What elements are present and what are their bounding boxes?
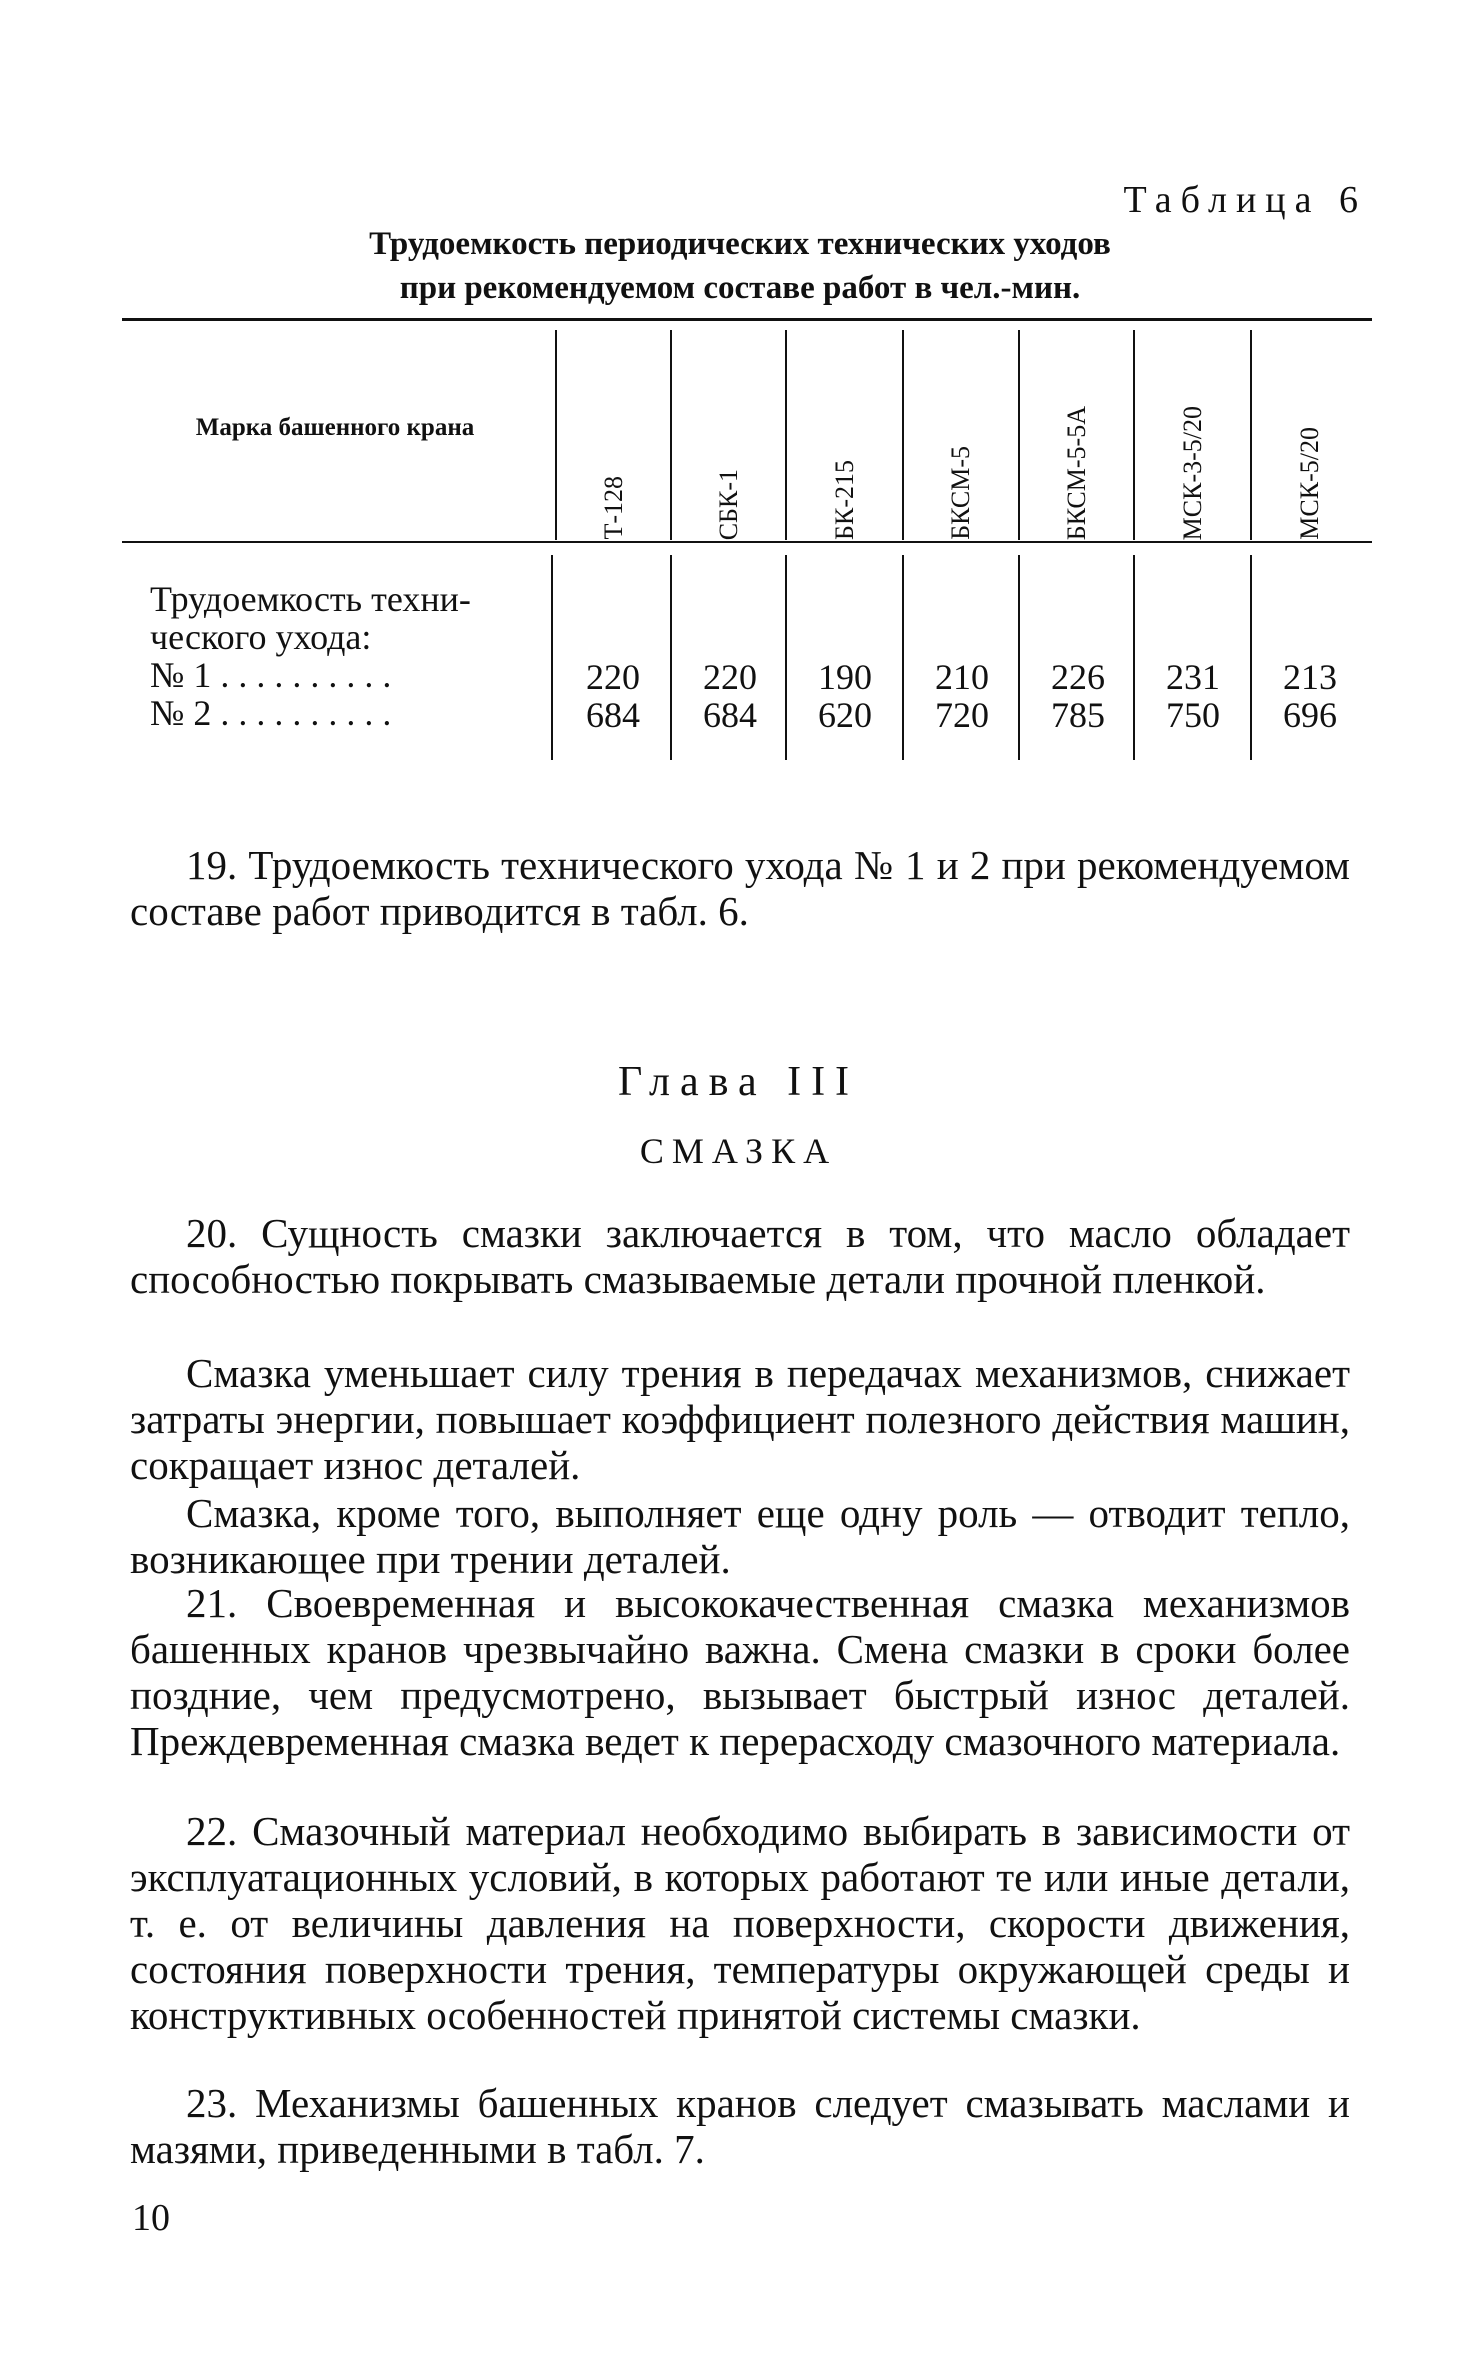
column-header-text: Т-128 xyxy=(598,476,628,540)
table-cell: 226 xyxy=(1051,657,1105,697)
column-header-text: МСК-5/20 xyxy=(1294,427,1324,540)
section-title: СМАЗКА xyxy=(639,1131,838,1171)
column-header xyxy=(1135,320,1250,540)
column-header xyxy=(1020,320,1133,540)
table-row-label: № 2 . . . . . . . . . . xyxy=(150,693,392,733)
table-cell: 696 xyxy=(1283,695,1337,735)
paragraph-20b: Смазка уменьшает силу трения в передачах механизмов, снижает затраты энергии, повышает коэффициент полезного действия машин, сокращает износ деталей. xyxy=(130,1350,1350,1488)
table-cell: 213 xyxy=(1283,657,1337,697)
paragraph-19: 19. Трудоемкость технического ухода № 1 и 2 при рекомендуемом составе работ приводится в табл. 6. xyxy=(130,842,1350,934)
column-header xyxy=(1252,320,1367,540)
paragraph-21: 21. Своевременная и высококачественная смазка механизмов башенных кранов чрезвычайно важна. Смена смазки в сроки более поздние, чем предусмотрено, вызывает быстрый износ деталей. Преждевременная смазка ведет к перерасходу смазочного материала. xyxy=(130,1580,1350,1764)
column-header xyxy=(557,320,670,540)
table-cell: 220 xyxy=(703,657,757,697)
column-header xyxy=(672,320,785,540)
paragraph-22: 22. Смазочный материал необходимо выбирать в зависимости от эксплуатационных условий, в которых работают те или иные детали, т. е. от величины давления на поверхности, скорости движения, состояния поверхности трения, температуры окружающей среды и конструктивных особенностей принятой системы смазки. xyxy=(130,1808,1350,2038)
column-header xyxy=(787,320,902,540)
table-cell: 620 xyxy=(818,695,872,735)
paragraph-23: 23. Механизмы башенных кранов следует смазывать маслами и мазями, приведенными в табл. 7. xyxy=(130,2080,1350,2172)
column-header xyxy=(904,320,1018,540)
row-group-label: ческого ухода: xyxy=(150,617,372,657)
chapter-title: Глава III xyxy=(617,1059,860,1105)
table-cell: 750 xyxy=(1166,695,1220,735)
row-group-label: Трудоемкость техни- xyxy=(150,579,471,619)
table-cell: 190 xyxy=(818,657,872,697)
table-header-rule xyxy=(122,541,1372,543)
column-header-text: БКСМ-5-5А xyxy=(1061,405,1091,540)
paragraph-20: 20. Сущность смазки заключается в том, что масло обладает способностью покрывать смазываемые детали прочной пленкой. xyxy=(130,1210,1350,1302)
column-header-text: МСК-3-5/20 xyxy=(1177,405,1207,540)
table-cell: 231 xyxy=(1166,657,1220,697)
table-cell: 785 xyxy=(1051,695,1105,735)
table-caption xyxy=(120,222,1360,310)
table-cell: 684 xyxy=(703,695,757,735)
table-header-crane-model: Марка башенного крана xyxy=(195,414,475,441)
table-cell: 220 xyxy=(586,657,640,697)
column-header-text: СБК-1 xyxy=(713,468,743,540)
table-row-label: № 1 . . . . . . . . . . xyxy=(150,655,392,695)
table-cell: 684 xyxy=(586,695,640,735)
paragraph-20c: Смазка, кроме того, выполняет еще одну роль — отводит тепло, возникающее при трении деталей. xyxy=(130,1490,1350,1582)
table-number-label: Таблица 6 xyxy=(1123,179,1367,221)
table-caption-line: при рекомендуемом составе работ в чел.-мин. xyxy=(399,270,1081,306)
table-caption-line: Трудоемкость периодических технических уходов xyxy=(369,226,1111,262)
table-cell: 720 xyxy=(935,695,989,735)
page-number: 10 xyxy=(132,2197,170,2239)
table-cell: 210 xyxy=(935,657,989,697)
column-header-text: БК-215 xyxy=(829,460,859,540)
column-header-text: БКСМ-5 xyxy=(946,446,975,540)
column-divider xyxy=(551,555,553,760)
